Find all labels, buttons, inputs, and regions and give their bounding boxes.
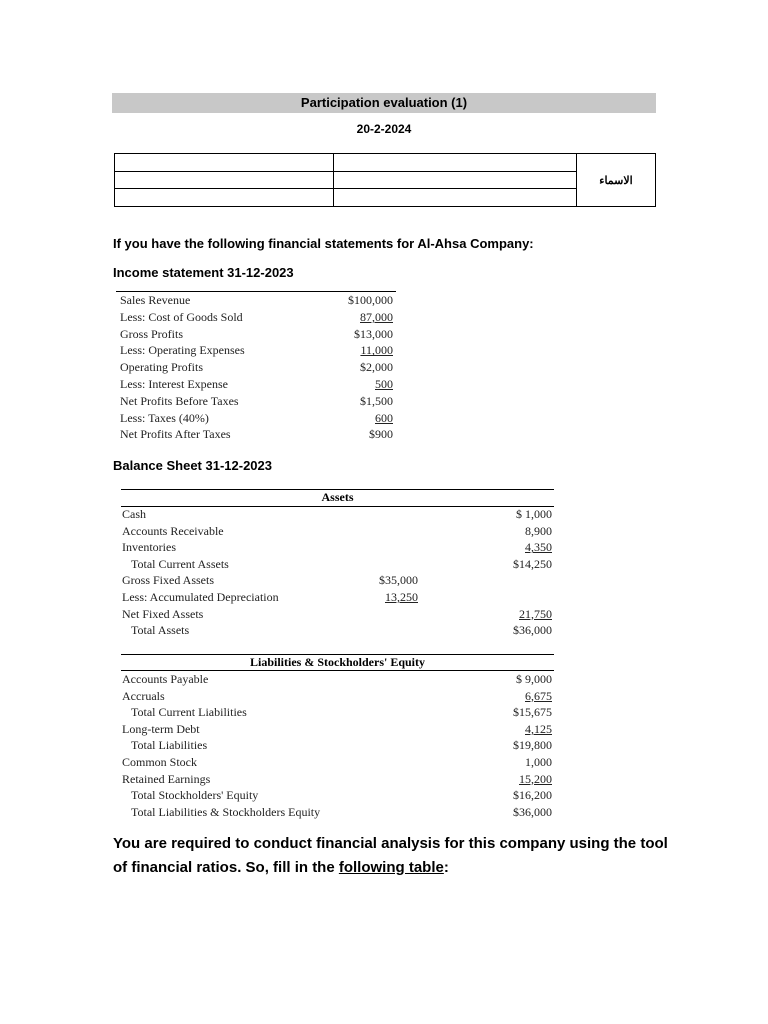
income-row-value: $100,000: [348, 293, 393, 307]
asset-row-label: Accounts Receivable: [122, 523, 224, 538]
asset-row-label: Total Assets: [131, 623, 190, 638]
asset-row-value: 4,350: [525, 540, 552, 555]
asset-row-label: Inventories: [122, 540, 176, 555]
names-cell[interactable]: [334, 189, 577, 207]
asset-row-label: Gross Fixed Assets: [122, 573, 215, 588]
instructions-end: :: [443, 859, 449, 876]
asset-row-label: Net Fixed Assets: [122, 606, 204, 621]
asset-row-label: Cash: [122, 507, 146, 521]
instructions-body: You are required to conduct financial analysis for this company using the tool of financial ratios. So, fill in the: [113, 835, 668, 876]
liability-row-value: 15,200: [519, 771, 552, 786]
income-row-label: Gross Profits: [120, 326, 184, 341]
income-row-value: $1,500: [360, 393, 393, 408]
liability-row-value: $36,000: [513, 804, 552, 819]
document-title: Participation evaluation (1): [112, 93, 656, 113]
income-row-value: 600: [375, 410, 393, 425]
names-table: [114, 153, 656, 207]
liability-row-value: 6,675: [525, 688, 552, 703]
asset-row-value: 8,900: [525, 523, 552, 538]
income-row-label: Net Profits Before Taxes: [120, 393, 239, 408]
asset-row-label: Less: Accumulated Depreciation: [122, 590, 279, 604]
income-row-label: Less: Operating Expenses: [120, 343, 245, 358]
income-statement-heading: Income statement 31-12-2023: [113, 265, 294, 280]
names-cell[interactable]: [115, 171, 334, 189]
income-row-value: $2,000: [360, 360, 393, 375]
income-row-label: Less: Taxes (40%): [120, 410, 209, 425]
liability-row-value: $ 9,000: [516, 672, 552, 686]
names-label: الاسماء: [577, 154, 656, 207]
liability-row-value: 1,000: [525, 755, 552, 769]
liability-row-label: Retained Earnings: [122, 771, 211, 786]
asset-row-value: $36,000: [513, 623, 552, 638]
instructions-link: following table: [338, 859, 444, 876]
balance-sheet-heading: Balance Sheet 31-12-2023: [113, 458, 272, 473]
names-cell[interactable]: [115, 189, 334, 207]
income-row-value: 11,000: [360, 343, 393, 358]
asset-row-value: $14,250: [513, 556, 552, 571]
liability-row-label: Accruals: [122, 688, 165, 703]
income-row-label: Less: Cost of Goods Sold: [120, 309, 243, 324]
income-row-value: $900: [369, 427, 393, 442]
liability-row-label: Total Current Liabilities: [131, 705, 247, 720]
instructions-text: [113, 832, 673, 880]
income-row-value: $13,000: [354, 326, 393, 341]
income-row-label: Net Profits After Taxes: [120, 427, 231, 442]
asset-row-label: Total Current Assets: [131, 556, 229, 571]
liability-row-value: $15,675: [513, 705, 552, 720]
income-row-label: Less: Interest Expense: [120, 377, 228, 391]
liability-row-label: Total Stockholders' Equity: [131, 788, 259, 803]
liability-row-label: Common Stock: [122, 755, 198, 769]
liability-row-value: 4,125: [525, 721, 552, 736]
asset-row-subvalue: 13,250: [385, 590, 418, 604]
liability-row-value: $19,800: [513, 738, 552, 753]
income-row-value: 500: [375, 377, 393, 391]
liability-row-label: Long-term Debt: [122, 721, 200, 736]
income-row-label: Operating Profits: [120, 360, 203, 375]
assets-title: Assets: [321, 490, 354, 504]
liability-row-label: Accounts Payable: [122, 672, 209, 686]
asset-row-subvalue: $35,000: [379, 573, 418, 588]
names-cell[interactable]: [115, 154, 334, 172]
liability-row-label: Total Liabilities: [131, 738, 208, 753]
income-row-label: Sales Revenue: [120, 293, 191, 307]
names-cell[interactable]: [334, 154, 577, 172]
liability-row-value: $16,200: [513, 788, 552, 803]
liability-row-label: Total Liabilities & Stockholders Equity: [131, 804, 321, 819]
names-cell[interactable]: [334, 171, 577, 189]
asset-row-value: $ 1,000: [516, 507, 552, 521]
intro-text: If you have the following financial statements for Al-Ahsa Company:: [113, 236, 534, 251]
asset-row-value: 21,750: [519, 606, 552, 621]
liabilities-title: Liabilities & Stockholders' Equity: [249, 655, 426, 669]
document-date: 20-2-2024: [356, 122, 412, 136]
income-row-value: 87,000: [360, 309, 393, 324]
